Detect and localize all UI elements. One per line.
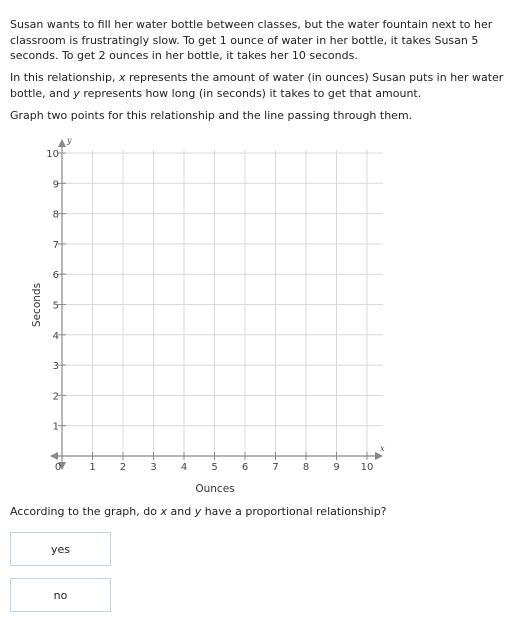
q-text-mid: and xyxy=(166,505,195,518)
y-tick-label: 9 xyxy=(52,179,59,191)
x-axis-right-arrow-icon xyxy=(375,452,383,460)
x-tick-label: 7 xyxy=(272,462,279,473)
question-variable-y: y xyxy=(194,505,202,518)
answer-choice-yes-label: yes xyxy=(50,542,70,556)
coordinate-graph[interactable] xyxy=(0,130,400,500)
question-text xyxy=(10,504,505,520)
y-tick-label: 5 xyxy=(52,300,59,312)
variable-y: y xyxy=(73,86,80,100)
y-axis-up-arrow-icon xyxy=(58,139,66,147)
y-variable-label: y xyxy=(67,136,72,145)
question-variable-x: x xyxy=(160,505,167,518)
x-axis-left-arrow-icon xyxy=(50,452,58,460)
x-tick-label: 6 xyxy=(241,462,249,473)
x-tick-label: 4 xyxy=(180,462,188,473)
x-tick-label: 3 xyxy=(150,462,157,473)
y-tick-label: 7 xyxy=(52,239,59,251)
y-tick-label: 10 xyxy=(46,149,59,160)
x-tick-label: 5 xyxy=(211,462,218,473)
p2-text-post: represents how long (in seconds) it takes to get that amount. xyxy=(79,86,422,100)
p2-text-mid: represents the amount of water (in ounces) Susan puts in her water bottle, and xyxy=(10,71,504,100)
p2-text-pre: In this relationship, xyxy=(10,71,119,84)
graph-ticks xyxy=(46,149,373,473)
y-tick-label: 8 xyxy=(52,209,59,221)
q-text-pre: According to the graph, do xyxy=(10,505,161,518)
variable-x: x xyxy=(118,71,126,84)
problem-paragraph-2 xyxy=(10,70,505,101)
x-tick-label: 8 xyxy=(302,462,310,473)
x-tick-label: 9 xyxy=(333,462,340,473)
x-axis-title: Ounces xyxy=(195,483,235,495)
x-tick-label: 0 xyxy=(54,462,62,473)
y-tick-label: 4 xyxy=(52,330,59,342)
y-tick-label: 3 xyxy=(52,361,59,373)
y-tick-label: 6 xyxy=(52,270,59,282)
x-tick-label: 1 xyxy=(89,462,96,473)
instruction-text: Graph two points for this relationship and the line passing through them. xyxy=(10,109,413,122)
q-text-post: have a proportional relationship? xyxy=(201,505,387,518)
problem-paragraph-1: Susan wants to fill her water bottle between classes, but the water fountain next to her classroom is frustratingly slow. To get 1 ounce of water in her bottle, it takes Susan 5 seconds. To get 2 ounces in her bottle, it takes her 10 seconds. xyxy=(10,18,493,62)
answer-choice-no[interactable] xyxy=(10,578,111,612)
y-tick-label: 2 xyxy=(52,391,59,403)
answer-choice-yes[interactable] xyxy=(10,532,111,566)
answer-choice-no-label: no xyxy=(53,588,68,602)
y-tick-label: 1 xyxy=(52,421,59,433)
x-tick-label: 10 xyxy=(360,462,374,473)
graph-grid xyxy=(62,150,383,456)
x-tick-label: 2 xyxy=(119,462,127,473)
y-axis-title: Seconds xyxy=(31,282,43,328)
x-variable-label: x xyxy=(380,444,385,453)
